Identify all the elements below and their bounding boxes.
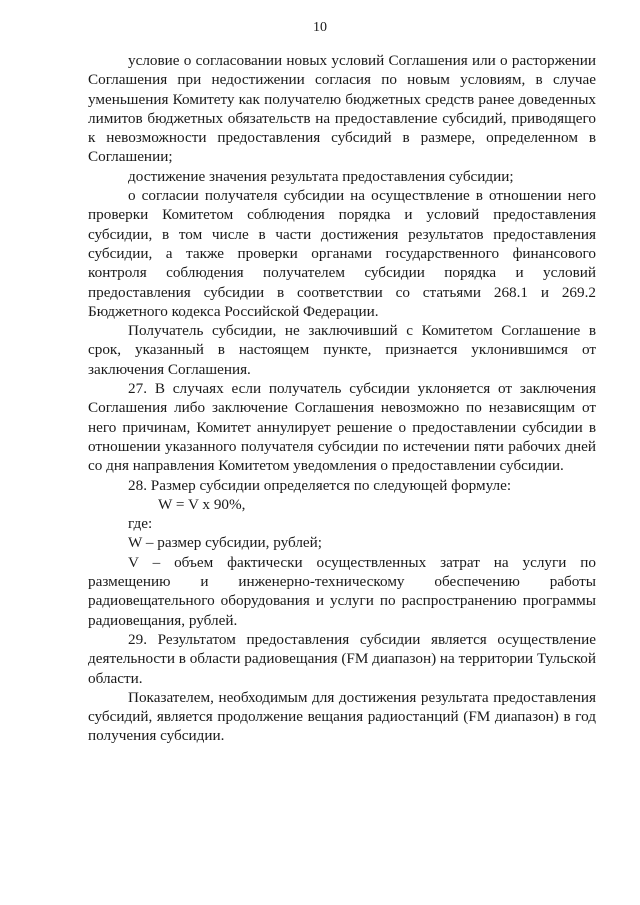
paragraph-clause-29: 29. Результатом предоставления субсидии является осуществление деятельности в области радиовещания (FM диапазон) на территории Тульской области. xyxy=(88,630,596,687)
paragraph-indicator: Показателем, необходимым для достижения результата предоставления субсидий, является продолжение вещания радиостанций (FM диапазон) в год получения субсидии. xyxy=(88,688,596,745)
page-number: 10 xyxy=(313,20,327,35)
paragraph-inspection-consent: о согласии получателя субсидии на осуществление в отношении него проверки Комитетом соблюдения порядка и условий предоставления субсидии, в том числе в части достижения результатов предоставления субсидии, а также проверки органами государственного финансового контроля соблюдения получателем субсидии порядка и условий предоставления субсидии в соответствии со статьями 268.1 и 269.2 Бюджетного кодекса Российской Федерации. xyxy=(88,187,596,320)
document-body xyxy=(88,51,596,746)
paragraph-evasion: Получатель субсидии, не заключивший с Комитетом Соглашение в срок, указанный в настоящем пункте, признается уклонившимся от заключения Соглашения. xyxy=(88,322,596,378)
paragraph-where: где: xyxy=(128,515,153,533)
paragraph-clause-27: 27. В случаях если получатель субсидии уклоняется от заключения Соглашения либо заключение Соглашения невозможно по независящим от него причинам, Комитет аннулирует решение о предоставлении субсидии в отношении указанного получателя субсидии по истечении пяти рабочих дней со дня направления Комитетом уведомления о предоставлении субсидии. xyxy=(88,380,596,475)
paragraph-v-definition: V – объем фактически осуществленных затрат на услуги по размещению и инженерно-техническому обеспечению работы радиовещательного оборудования и услуги по распространению программы радиовещания, рублей. xyxy=(88,553,596,629)
paragraph-agreement-termination: условие о согласовании новых условий Соглашения или о расторжении Соглашения при недостижении согласия по новым условиям, в случае уменьшения Комитету как получателю бюджетных средств ранее доведенных лимитов бюджетных обязательств на предоставление субсидий, приводящего к невозможности предоставления субсидий в размере, определенном в Соглашении; xyxy=(88,52,596,166)
paragraph-w-definition: W – размер субсидии, рублей; xyxy=(128,534,323,552)
paragraph-result-achievement: достижение значения результата предоставления субсидии; xyxy=(128,167,514,185)
subsidy-formula: W = V x 90%, xyxy=(158,495,246,513)
paragraph-clause-28: 28. Размер субсидии определяется по следующей формуле: xyxy=(128,476,512,494)
